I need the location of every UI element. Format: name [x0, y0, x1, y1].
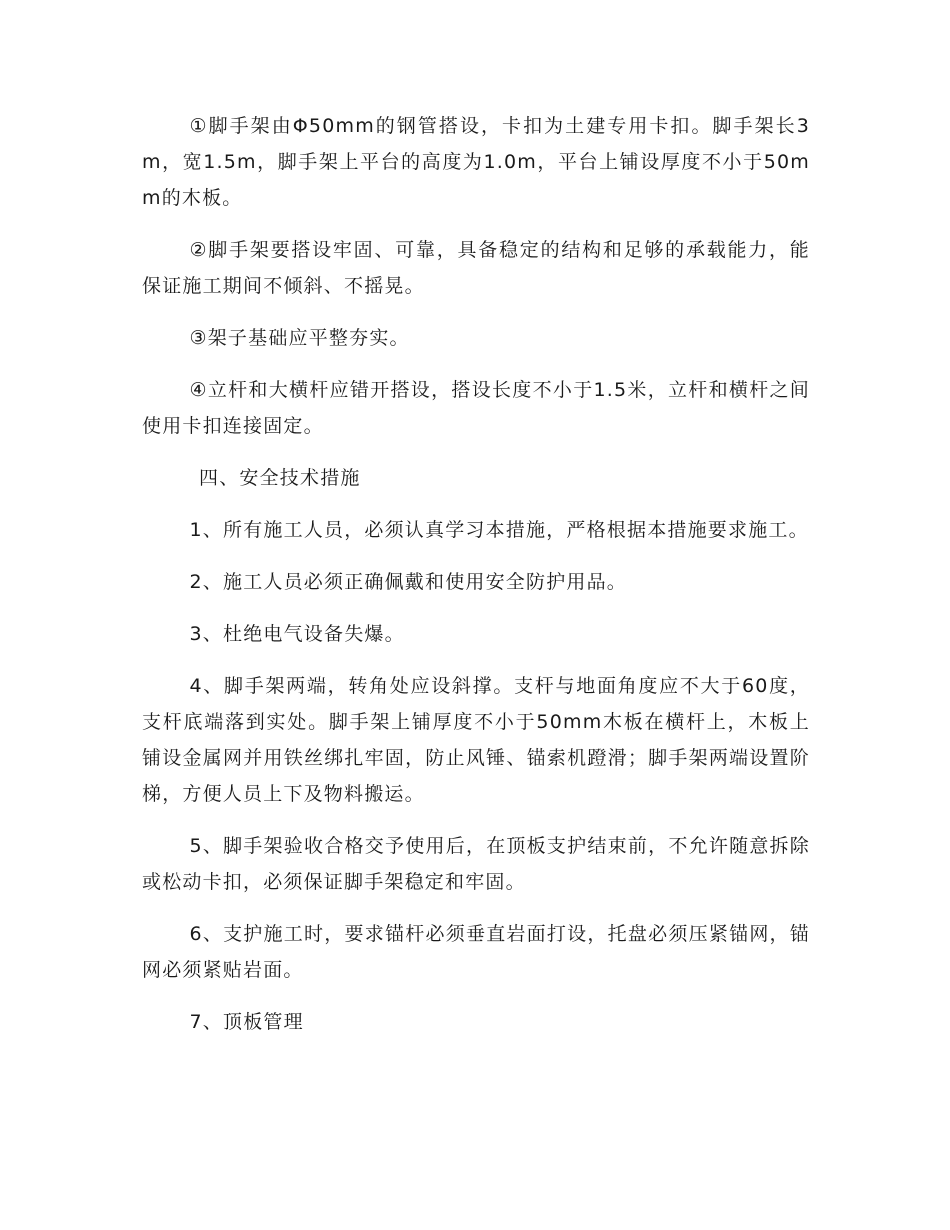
list-item-5: 5、脚手架验收合格交予使用后，在顶板支护结束前，不允许随意拆除或松动卡扣，必须保证脚手架稳定和牢固。 — [142, 835, 810, 893]
list-item-3: 3、杜绝电气设备失爆。 — [189, 623, 405, 645]
section-heading-safety-measures: 四、安全技术措施 — [199, 467, 361, 489]
document-body — [142, 108, 810, 1056]
paragraph-scaffold-poles: ④立杆和大横杆应错开搭设，搭设长度不小于1.5米，立杆和横杆之间使用卡扣连接固定。 — [142, 379, 810, 437]
list-item-1: 1、所有施工人员，必须认真学习本措施，严格根据本措施要求施工。 — [189, 519, 809, 541]
list-item-4: 4、脚手架两端，转角处应设斜撑。支杆与地面角度应不大于60度，支杆底端落到实处。脚手架上铺厚度不小于50mm木板在横杆上，木板上铺设金属网并用铁丝绑扎牢固，防止风锤、锚索机蹬滑；脚手架两端设置阶梯，方便人员上下及物料搬运。 — [142, 675, 810, 805]
list-item-7: 7、顶板管理 — [189, 1011, 304, 1033]
list-item-2: 2、施工人员必须正确佩戴和使用安全防护用品。 — [189, 571, 627, 593]
paragraph-scaffold-foundation: ③架子基础应平整夯实。 — [189, 327, 410, 349]
paragraph-scaffold-material: ①脚手架由Φ50mm的钢管搭设，卡扣为土建专用卡扣。脚手架长3m，宽1.5m，脚手架上平台的高度为1.0m，平台上铺设厚度不小于50mm的木板。 — [142, 115, 810, 209]
list-item-6: 6、支护施工时，要求锚杆必须垂直岩面打设，托盘必须压紧锚网，锚网必须紧贴岩面。 — [142, 923, 810, 981]
paragraph-scaffold-stability: ②脚手架要搭设牢固、可靠，具备稳定的结构和足够的承载能力，能保证施工期间不倾斜、不摇晃。 — [142, 239, 810, 297]
